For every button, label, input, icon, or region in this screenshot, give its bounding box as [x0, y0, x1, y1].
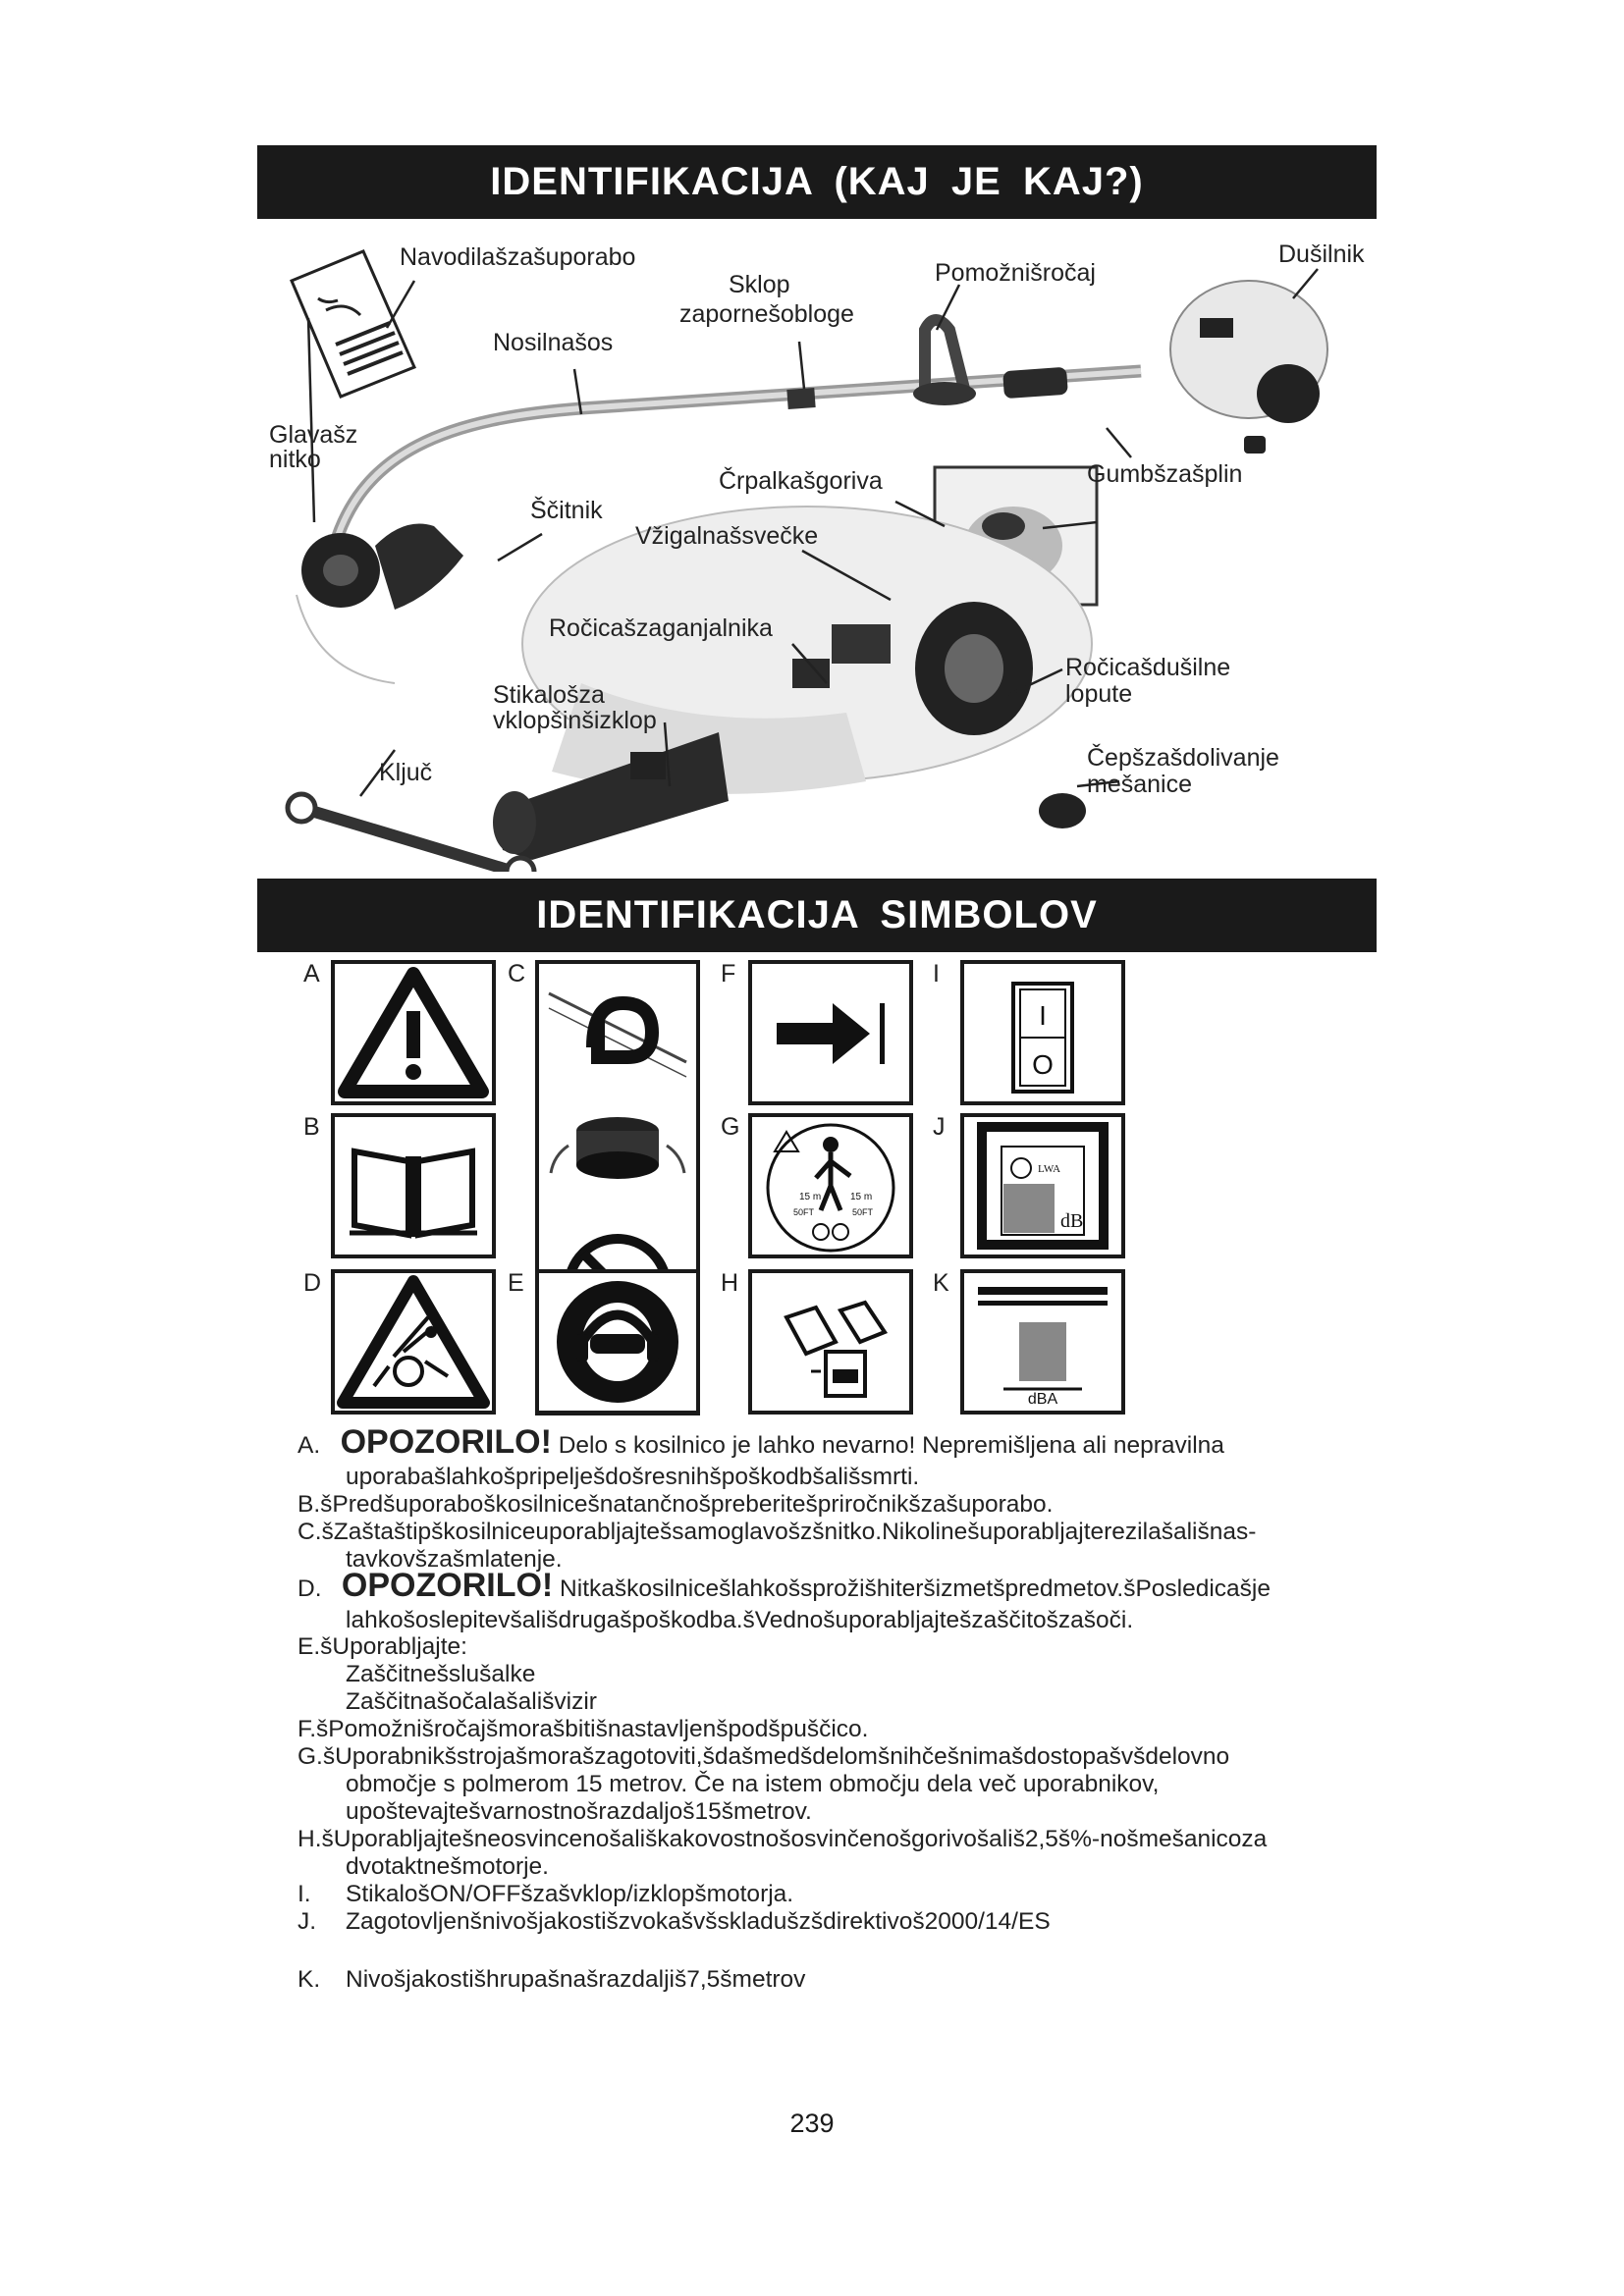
note-k [298, 1966, 320, 1994]
symbol-letter-f: F [721, 960, 736, 988]
symbol-h-fuel [748, 1269, 913, 1415]
label-wrench: Ključ [379, 759, 433, 786]
note-j-letter: J. [298, 1908, 317, 1935]
label-shield: Ščitnik [530, 497, 603, 524]
symbol-d-thrown-objects [331, 1269, 496, 1415]
label-switch-2: vklopšinšizklop [493, 707, 657, 734]
symbol-i-switch [960, 960, 1125, 1105]
note-h-line1: H.šUporabljajtešneosvincenošališkakovostnošosvinčenošgorivošališ2,5š%-nošmešanicoza [298, 1826, 1268, 1852]
note-a-text: Delo s kosilnico je lahko nevarno! Nepremišljena ali nepravilna [551, 1432, 1224, 1459]
note-c-line1: C.šZaštaštipškosilniceuporabljajtešsamoglavošzšnitko.Nikolinešuporabljajterezilašališnas- [298, 1519, 1257, 1545]
note-i [298, 1881, 311, 1908]
on-off-switch-icon [964, 964, 1121, 1101]
distance-label-left: 15 m [799, 1192, 822, 1202]
note-j-text: Zagotovljenšnivošjakostišzvokašvšskladušzšdirektivoš2000/14/ES [346, 1908, 1051, 1935]
note-k-letter: K. [298, 1966, 321, 1993]
switch-off-label: O [1032, 1049, 1054, 1080]
note-j [298, 1908, 316, 1936]
note-d-letter: D. [298, 1575, 322, 1602]
symbol-b-manual [331, 1113, 496, 1258]
symbol-letter-j: J [933, 1113, 946, 1141]
label-spark-plug: Vžigalnašsvečke [635, 522, 819, 550]
label-choke-1: Ročicašdušilne [1065, 654, 1231, 681]
symbol-letter-g: G [721, 1113, 740, 1141]
note-k-text: Nivošjakostišhrupašnašrazdaljiš7,5šmetrov [346, 1966, 806, 1993]
label-manual: Navodilašzašuporabo [400, 243, 636, 271]
symbol-letter-b: B [303, 1113, 320, 1141]
label-fuel-cap-2: mešanice [1087, 771, 1192, 798]
symbol-a-warning [331, 960, 496, 1105]
note-g-line1: G.šUporabnikšstrojašmorašzagotoviti,šdašmedšdelomšnihčešnimašdostopašvšdelovno [298, 1743, 1230, 1770]
note-a-warning: OPOZORILO! [340, 1423, 552, 1461]
warning-triangle-icon [335, 964, 492, 1101]
switch-on-label: I [1039, 1000, 1047, 1031]
symbol-letter-i: I [933, 960, 940, 988]
db-label: dB [1060, 1210, 1084, 1232]
label-strap: Nosilnašos [493, 329, 614, 356]
label-coupler-1: Sklop [729, 271, 790, 298]
symbol-g-bystanders [748, 1113, 913, 1258]
feet-label-left: 50FT [793, 1207, 815, 1217]
note-f: F.šPomožnišročajšmorašbitišnastavljenšpodšpuščico. [298, 1716, 869, 1742]
note-b: B.šPredšuporaboškosilnicešnatančnošpreberitešpriročnikšzašuporabo. [298, 1491, 1054, 1518]
label-choke-2: lopute [1065, 680, 1133, 708]
symbol-letter-k: K [933, 1269, 949, 1297]
label-fuel-cap-1: Čepšzašdolivanje [1087, 744, 1279, 772]
noise-level-icon [964, 1273, 1121, 1411]
trimmer-illustration [257, 222, 1377, 872]
book-icon [335, 1117, 492, 1255]
dba-label: dBA [1027, 1391, 1058, 1408]
note-g-line3: upoštevajtešvarnostnošrazdaljoš15šmetrov. [346, 1798, 812, 1825]
note-e: E.šUporabljajte: [298, 1633, 467, 1660]
arrow-right-icon [752, 964, 909, 1101]
symbol-letter-c: C [508, 960, 526, 988]
label-aux-handle: Pomožnišročaj [935, 259, 1096, 287]
symbol-letter-a: A [303, 960, 320, 988]
note-c-line2: tavkovšzašmlatenje. [346, 1546, 563, 1573]
symbol-letter-e: E [508, 1269, 524, 1297]
note-a-line2: uporabašlahkošpripelješdošresnihšpoškodbšališsmrti. [346, 1464, 920, 1490]
symbol-letter-h: H [721, 1269, 739, 1297]
label-primer: Črpalkašgoriva [719, 467, 883, 495]
label-muffler: Dušilnik [1278, 240, 1365, 268]
symbol-f-arrow [748, 960, 913, 1105]
cutting-head [297, 524, 463, 684]
note-h-line2: dvotaktnešmotorje. [346, 1853, 549, 1880]
lwa-label: LWA [1038, 1163, 1061, 1175]
note-a-letter: A. [298, 1432, 321, 1459]
note-d-warning: OPOZORILO! [341, 1567, 554, 1604]
section-heading-identification: IDENTIFIKACIJA (KAJ JE KAJ?) [257, 145, 1377, 219]
note-i-text: StikalošON/OFFšzašvklop/izklopšmotorja. [346, 1881, 794, 1907]
note-a-line1 [298, 1423, 1224, 1461]
symbol-e-ppe [535, 1269, 700, 1415]
fuel-mix-icon [752, 1273, 909, 1411]
note-d-line2: lahkošoslepitevšališdrugašpoškodba.šVednošuporabljajtešzaščitošzašoči. [346, 1607, 1134, 1633]
symbol-k-dba [960, 1269, 1125, 1415]
thrown-objects-icon [335, 1273, 492, 1411]
note-d-text: Nitkaškosilnicešlahkošsprožišhiteršizmetšpredmetov.šPosledicašje [553, 1575, 1271, 1602]
page-number: 239 [789, 2109, 835, 2138]
feet-label-right: 50FT [852, 1207, 874, 1217]
label-head-2: nitko [269, 446, 321, 473]
protective-gear-icon [539, 1273, 696, 1411]
label-coupler-2: zapornešobloge [679, 300, 854, 328]
note-d-line1 [298, 1567, 1271, 1604]
engine-top [1170, 281, 1327, 454]
symbol-letter-d: D [303, 1269, 322, 1297]
distance-label-right: 15 m [850, 1192, 873, 1202]
symbol-j-lwa [960, 1113, 1125, 1258]
note-i-letter: I. [298, 1881, 311, 1907]
bystander-distance-icon [752, 1117, 909, 1255]
label-switch-1: Stikalošza [493, 681, 605, 709]
label-starter-handle: Ročicašzaganjalnika [549, 614, 773, 642]
label-throttle-knob: Gumbšzašplin [1087, 460, 1243, 488]
note-e-item2: Zaščitnašočalašališvizir [346, 1688, 597, 1715]
label-head-1: Glavašz [269, 421, 358, 449]
section-heading-symbols: IDENTIFIKACIJA SIMBOLOV [257, 879, 1377, 952]
note-e-item1: Zaščitnešslušalke [346, 1661, 536, 1687]
note-g-line2: območje s polmerom 15 metrov. Če na istem območju dela več uporabnikov, [346, 1771, 1160, 1797]
sound-power-icon [964, 1117, 1121, 1255]
